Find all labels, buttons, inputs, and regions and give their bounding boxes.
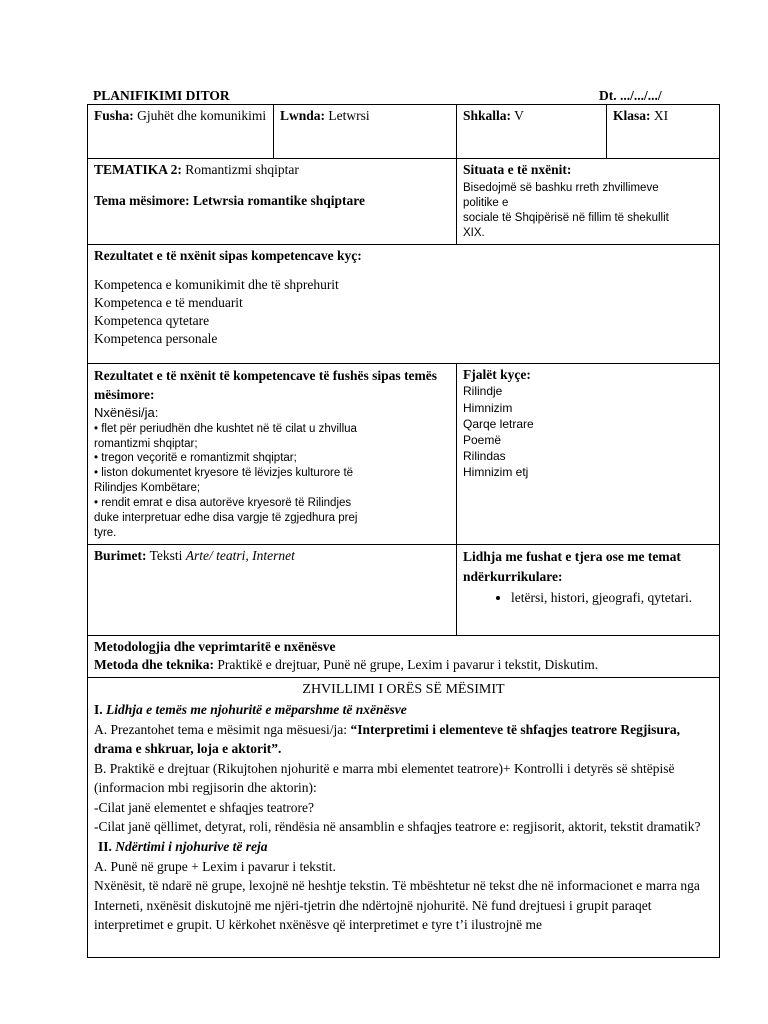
keywords-cell: Fjalët kyçe: Rilindje Himnizim Qarqe letrare Poemë Rilindas Himnizim etj <box>457 363 720 545</box>
tematika-cell: TEMATIKA 2: Romantizmi shqiptar Tema mësimore: Letwrsia romantike shqiptare <box>88 159 457 245</box>
section-heading: ZHVILLIMI I ORËS SË MËSIMIT <box>302 681 505 697</box>
subject-row <box>88 105 720 159</box>
keyword-item: Himnizim etj <box>463 465 529 480</box>
lidhja-cell: Lidhja me fushat e tjera ose me temat ndërkurrikulare: • letërsi, histori, gjeografi, qytetari. <box>457 545 720 636</box>
competence-item: Kompetenca personale <box>94 330 218 346</box>
lidhja-item: • letërsi, histori, gjeografi, qytetari. <box>511 588 713 608</box>
sources-row <box>88 545 720 636</box>
keyword-item: Qarqe letrare <box>463 416 534 431</box>
lesson-plan-table <box>87 104 720 958</box>
klasa-cell: Klasa: XI <box>607 105 720 159</box>
competence-item: Kompetenca qytetare <box>94 313 210 328</box>
theme-row <box>88 159 720 245</box>
plan-title: PLANIFIKIMI DITOR <box>93 88 230 103</box>
field-competences-cell: Rezultatet e të nxënit të kompetencave të fushës sipas temës mësimore: Nxënësi/ja: • flet për periudhën dhe kushtet në të cilat u zhvillua romantizmi shqiptar; • tregon veçoritë e romantizmit shqiptar; • liston dokumentet kryesore të lëvizjes kulturore të Rilindjes Kombëtare; • rendit emrat e disa autorëve kryesorë të Rilindjes duke interpretuar edhe disa vargje të zgjedhura prej tyre. <box>88 363 457 545</box>
shkalla-cell: Shkalla: V <box>457 105 607 159</box>
competence-item: Kompetenca e të menduarit <box>94 295 243 311</box>
lesson-development-cell: ZHVILLIMI I ORËS SË MËSIMIT I. Lidhja e temës me njohuritë e mëparshme të nxënësve A. Prezantohet tema e mësimit nga mësuesi/ja: “Interpretimi i elementeve të shfaqjes teatrore Regjisura, drama e shkruar, loja e aktorit”. B. Praktikë e drejtuar (Rikujtohen njohuritë e marra mbi elementet teatrore)+ Kontrolli i detyrës së shtëpisë (informacion mbi regjisorin dhe aktorin): -Cilat janë elementet e shfaqjes teatrore? -Cilat janë qëllimet, detyrat, roli, rëndësia në ansamblin e shfaqjes teatrore e: regjisorit, aktorit, tekstit dramatik? II. Ndërtimi i njohurive të reja A. Punë në grupe + Lexim i pavarur i tekstit. Nxënësit, të ndarë në grupe, lexojnë në heshtje tekstin. Të mbështetur në tekst dhe në informacionet e marra nga Interneti, nxënësit diskutojnë me njëri-tjetrin dhe ndërtojnë njohuritë. Në fund drejtuesi i grupit paraqet interpretimet e grupit. U kërkohet nxënësve që interpretimet e tyre t’i ilustrojnë me <box>88 677 720 957</box>
lesson-development-row <box>88 677 720 957</box>
date-field: Dt. .../.../.../ <box>599 88 662 103</box>
keyword-item: Poemë <box>463 432 502 447</box>
burimet-cell: Burimet: Teksti Arte/ teatri, Internet <box>88 545 457 636</box>
methodology-cell: Metodologjia dhe veprimtaritë e nxënësve Metoda dhe teknika: Praktikë e drejtuar, Punë në grupe, Lexim i pavarur i tekstit, Diskutim. <box>88 636 720 678</box>
methodology-row <box>88 636 720 678</box>
tema-mesimore: Tema mësimore: Letwrsia romantike shqiptare <box>94 192 365 208</box>
lenda-cell: Lwnda: Letwrsi <box>274 105 457 159</box>
fusha-cell: Fusha: Gjuhët dhe komunikimi <box>88 105 274 159</box>
competence-item: Kompetenca e komunikimit dhe të shprehurit <box>94 277 339 293</box>
key-competences-row <box>88 244 720 363</box>
keyword-item: Himnizim <box>463 400 513 415</box>
page-header <box>93 87 688 105</box>
keyword-item: Rilindas <box>463 449 506 464</box>
keyword-item: Rilindje <box>463 384 503 399</box>
situata-cell: Situata e të nxënit: Bisedojmë së bashku rreth zhvillimeve politike e sociale të Shqipërisë në fillim të shekullit XIX. <box>457 159 720 245</box>
field-competences-row <box>88 363 720 545</box>
key-competences-cell: Rezultatet e të nxënit sipas kompetencave kyç: Kompetenca e komunikimit dhe të shprehurit Kompetenca e të menduarit Kompetenca qytetare Kompetenca personale <box>88 244 720 363</box>
